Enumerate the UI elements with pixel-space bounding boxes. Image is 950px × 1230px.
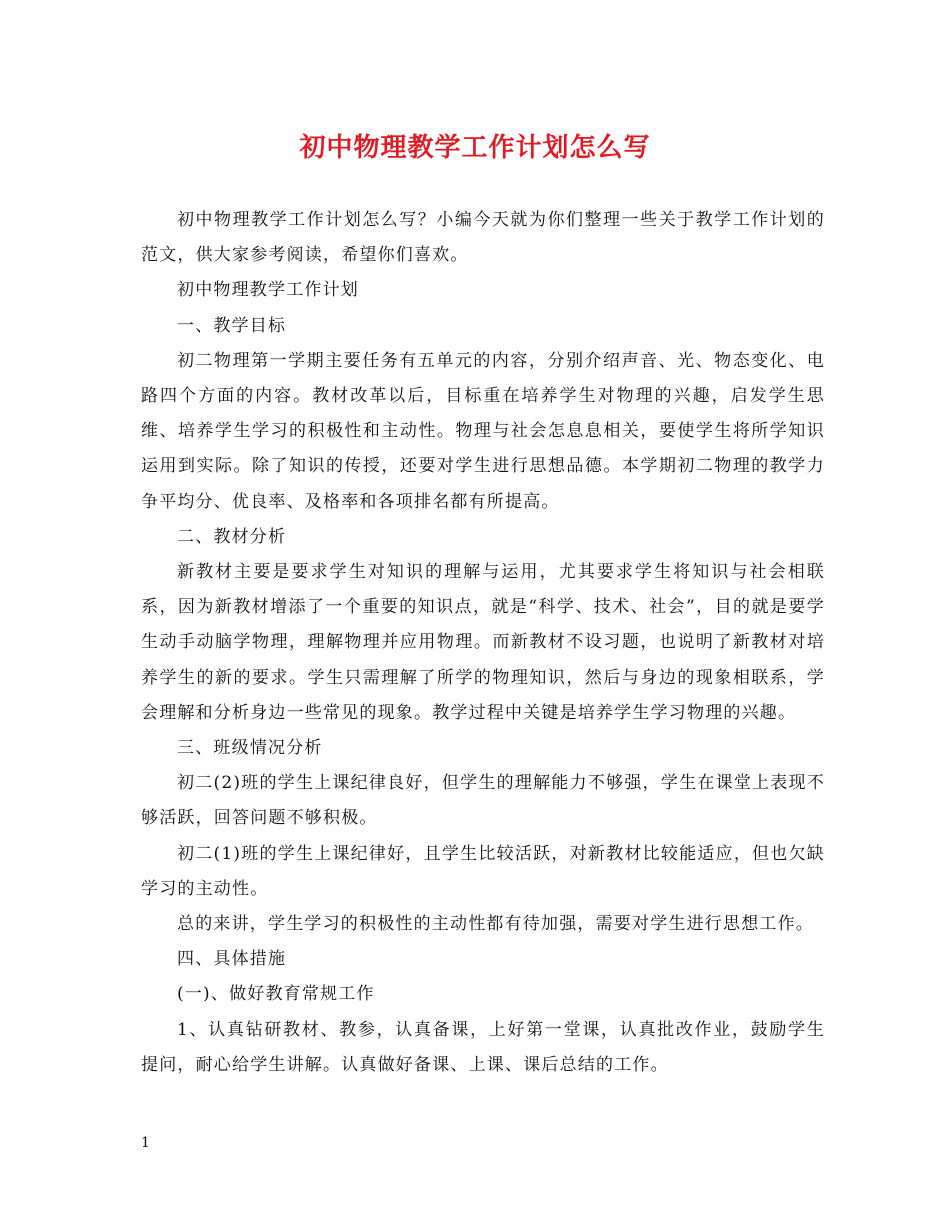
paragraph-teaching-goals: 初二物理第一学期主要任务有五单元的内容，分别介绍声音、光、物态变化、电路四个方面的内容。教材改革以后，目标重在培养学生对物理的兴趣，启发学生思维、培养学生学习的积极性和主动性。物理与社会怎息息相关，要使学生将所学知识运用到实际。除了知识的传授，还要对学生进行思想品德。本学期初二物理的教学力争平均分、优良率、及格率和各项排名都有所提高。: [141, 350, 825, 512]
paragraph-intro: 初中物理教学工作计划怎么写？小编今天就为你们整理一些关于教学工作计划的范文，供大家参考阅读，希望你们喜欢。: [141, 210, 825, 266]
paragraph-textbook-analysis: 新教材主要是要求学生对知识的理解与运用，尤其要求学生将知识与社会相联系，因为新教材增添了一个重要的知识点，就是“科学、技术、社会”，目的就是要学生动手动脑学物理，理解物理并应用物理。而新教材不设习题，也说明了新教材对培养学生的新的要求。学生只需理解了所学的物理知识，然后与身边的现象相联系，学会理解和分析身边一些常见的现象。教学过程中关键是培养学生学习物理的兴趣。: [141, 562, 825, 723]
paragraph-plan-heading: 初中物理教学工作计划: [177, 280, 359, 301]
section-heading-class-analysis: 三、班级情况分析: [177, 738, 323, 759]
paragraph-class-2: 初二(2)班的学生上课纪律良好，但学生的理解能力不够强，学生在课堂上表现不够活跃，回答问题不够积极。: [141, 773, 825, 829]
paragraph-class-1: 初二(1)班的学生上课纪律好，且学生比较活跃，对新教材比较能适应，但也欠缺学习的主动性。: [141, 843, 825, 899]
document-body: [141, 203, 825, 1083]
section-heading-teaching-goals: 一、教学目标: [177, 315, 287, 336]
paragraph-measure-1: 1、认真钻研教材、教参，认真备课，上好第一堂课，认真批改作业，鼓励学生提问，耐心给学生讲解。认真做好备课、上课、课后总结的工作。: [141, 1019, 825, 1075]
paragraph-class-summary: 总的来讲，学生学习的积极性的主动性都有待加强，需要对学生进行思想工作。: [177, 914, 814, 935]
document-title: 初中物理教学工作计划怎么写: [299, 133, 651, 163]
subsection-heading-routine-work: (一)、做好教育常规工作: [177, 984, 375, 1005]
section-heading-textbook-analysis: 二、教材分析: [177, 526, 287, 547]
section-heading-measures: 四、具体措施: [177, 949, 287, 970]
page-number: 1: [141, 1135, 150, 1151]
